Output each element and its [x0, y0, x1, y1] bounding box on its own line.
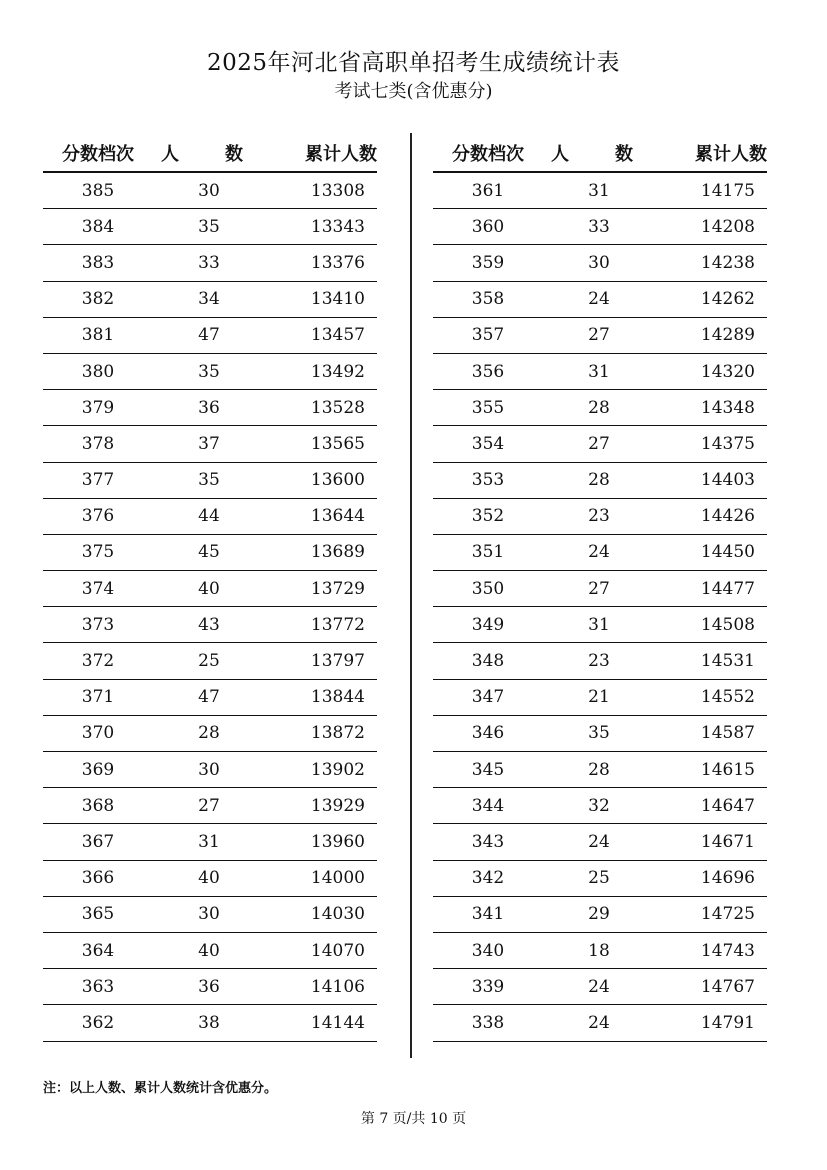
header-count: 人 数 [551, 144, 647, 165]
count-cell: 35 [198, 361, 220, 382]
table-row [433, 680, 767, 716]
page-subtitle: 考试七类(含优惠分) [334, 81, 493, 102]
count-cell: 28 [588, 470, 610, 491]
cumulative-cell: 13492 [310, 361, 365, 382]
count-cell: 25 [198, 651, 220, 672]
score-cell: 347 [471, 687, 505, 708]
count-cell: 33 [198, 252, 220, 273]
cumulative-cell: 14208 [700, 216, 755, 237]
count-cell: 28 [198, 723, 220, 744]
column-divider [410, 133, 412, 1058]
count-cell: 24 [588, 976, 610, 997]
cumulative-cell: 13644 [310, 506, 365, 527]
cumulative-cell: 13772 [310, 614, 365, 635]
score-cell: 354 [471, 433, 505, 454]
count-cell: 27 [588, 325, 610, 346]
table-row [433, 173, 767, 209]
count-cell: 31 [198, 831, 220, 852]
table-row [43, 426, 377, 462]
table-body-left [43, 173, 377, 1042]
score-cell: 374 [81, 578, 115, 599]
score-cell: 349 [471, 614, 505, 635]
table-row [433, 390, 767, 426]
header-cumulative: 累计人数 [305, 144, 377, 165]
cumulative-cell: 14508 [700, 614, 755, 635]
cumulative-cell: 13457 [310, 325, 365, 346]
table-row [43, 354, 377, 390]
cumulative-cell: 13376 [310, 252, 365, 273]
table-row [43, 824, 377, 860]
cumulative-cell: 14289 [700, 325, 755, 346]
score-cell: 341 [471, 904, 505, 925]
table-row [433, 535, 767, 571]
table-row [43, 499, 377, 535]
count-cell: 38 [198, 1012, 220, 1033]
cumulative-cell: 14671 [700, 831, 755, 852]
count-cell: 29 [588, 904, 610, 925]
table-row [43, 861, 377, 897]
score-cell: 350 [471, 578, 505, 599]
cumulative-cell: 13343 [310, 216, 365, 237]
cumulative-cell: 14767 [700, 976, 755, 997]
page-title: 2025年河北省高职单招考生成绩统计表 [206, 50, 621, 76]
header-score: 分数档次 [62, 144, 134, 165]
count-cell: 30 [588, 252, 610, 273]
cumulative-cell: 13960 [310, 831, 365, 852]
cumulative-cell: 14262 [700, 289, 755, 310]
table-row [43, 390, 377, 426]
score-cell: 356 [471, 361, 505, 382]
score-cell: 359 [471, 252, 505, 273]
score-cell: 343 [471, 831, 505, 852]
score-cell: 369 [81, 759, 115, 780]
table-row [433, 571, 767, 607]
cumulative-cell: 14477 [700, 578, 755, 599]
score-cell: 352 [471, 506, 505, 527]
table-row [433, 607, 767, 643]
table-header [433, 135, 767, 173]
score-cell: 373 [81, 614, 115, 635]
table-row [433, 643, 767, 679]
cumulative-cell: 13729 [310, 578, 365, 599]
cumulative-cell: 13600 [310, 470, 365, 491]
count-cell: 24 [588, 1012, 610, 1033]
table-row [43, 897, 377, 933]
table-row [433, 969, 767, 1005]
score-cell: 338 [471, 1012, 505, 1033]
table-row [433, 861, 767, 897]
cumulative-cell: 14375 [700, 433, 755, 454]
score-cell: 351 [471, 542, 505, 563]
count-cell: 27 [588, 578, 610, 599]
count-cell: 21 [588, 687, 610, 708]
cumulative-cell: 14144 [310, 1012, 365, 1033]
count-cell: 23 [588, 651, 610, 672]
cumulative-cell: 14238 [700, 252, 755, 273]
cumulative-cell: 14696 [700, 868, 755, 889]
cumulative-cell: 13902 [310, 759, 365, 780]
header-cumulative: 累计人数 [695, 144, 767, 165]
table-row [43, 607, 377, 643]
score-cell: 361 [471, 180, 505, 201]
score-cell: 385 [81, 180, 115, 201]
score-cell: 363 [81, 976, 115, 997]
table-row [43, 643, 377, 679]
cumulative-cell: 14403 [700, 470, 755, 491]
cumulative-cell: 13872 [310, 723, 365, 744]
table-row [43, 245, 377, 281]
score-cell: 384 [81, 216, 115, 237]
cumulative-cell: 14552 [700, 687, 755, 708]
cumulative-cell: 14743 [700, 940, 755, 961]
count-cell: 30 [198, 759, 220, 780]
score-cell: 355 [471, 397, 505, 418]
cumulative-cell: 13410 [310, 289, 365, 310]
score-cell: 339 [471, 976, 505, 997]
table-row [43, 535, 377, 571]
score-cell: 376 [81, 506, 115, 527]
cumulative-cell: 13929 [310, 795, 365, 816]
score-cell: 371 [81, 687, 115, 708]
table-row [43, 680, 377, 716]
cumulative-cell: 14791 [700, 1012, 755, 1033]
count-cell: 40 [198, 868, 220, 889]
cumulative-cell: 13797 [310, 651, 365, 672]
count-cell: 28 [588, 397, 610, 418]
count-cell: 31 [588, 361, 610, 382]
count-cell: 30 [198, 904, 220, 925]
score-cell: 381 [81, 325, 115, 346]
table-row [43, 788, 377, 824]
count-cell: 47 [198, 687, 220, 708]
cumulative-cell: 14725 [700, 904, 755, 925]
cumulative-cell: 14531 [700, 651, 755, 672]
count-cell: 24 [588, 542, 610, 563]
count-cell: 27 [588, 433, 610, 454]
table-row [43, 282, 377, 318]
cumulative-cell: 14000 [310, 868, 365, 889]
score-cell: 366 [81, 868, 115, 889]
cumulative-cell: 13565 [310, 433, 365, 454]
count-cell: 24 [588, 289, 610, 310]
score-cell: 372 [81, 651, 115, 672]
score-table-left [43, 135, 377, 1042]
count-cell: 24 [588, 831, 610, 852]
count-cell: 44 [198, 506, 220, 527]
table-row [433, 499, 767, 535]
table-row [433, 1005, 767, 1041]
score-cell: 378 [81, 433, 115, 454]
table-body-right [433, 173, 767, 1042]
score-cell: 358 [471, 289, 505, 310]
table-row [433, 282, 767, 318]
header-score: 分数档次 [452, 144, 524, 165]
score-cell: 342 [471, 868, 505, 889]
score-cell: 377 [81, 470, 115, 491]
score-cell: 364 [81, 940, 115, 961]
cumulative-cell: 13308 [310, 180, 365, 201]
table-row [433, 897, 767, 933]
count-cell: 45 [198, 542, 220, 563]
table-row [433, 463, 767, 499]
cumulative-cell: 14175 [700, 180, 755, 201]
table-row [433, 245, 767, 281]
cumulative-cell: 14450 [700, 542, 755, 563]
table-row [433, 933, 767, 969]
score-cell: 346 [471, 723, 505, 744]
cumulative-cell: 14320 [700, 361, 755, 382]
table-row [43, 318, 377, 354]
table-row [433, 209, 767, 245]
table-row [43, 933, 377, 969]
count-cell: 36 [198, 397, 220, 418]
table-row [43, 209, 377, 245]
table-row [43, 969, 377, 1005]
cumulative-cell: 13844 [310, 687, 365, 708]
score-cell: 382 [81, 289, 115, 310]
count-cell: 47 [198, 325, 220, 346]
count-cell: 37 [198, 433, 220, 454]
count-cell: 28 [588, 759, 610, 780]
cumulative-cell: 14106 [310, 976, 365, 997]
count-cell: 36 [198, 976, 220, 997]
count-cell: 35 [588, 723, 610, 744]
table-row [433, 716, 767, 752]
table-row [43, 1005, 377, 1041]
score-table-right [433, 135, 767, 1042]
table-row [433, 824, 767, 860]
score-cell: 383 [81, 252, 115, 273]
score-cell: 370 [81, 723, 115, 744]
count-cell: 23 [588, 506, 610, 527]
table-row [433, 318, 767, 354]
score-cell: 375 [81, 542, 115, 563]
table-row [43, 463, 377, 499]
table-row [43, 571, 377, 607]
cumulative-cell: 14587 [700, 723, 755, 744]
cumulative-cell: 13689 [310, 542, 365, 563]
table-header [43, 135, 377, 173]
score-cell: 380 [81, 361, 115, 382]
cumulative-cell: 14426 [700, 506, 755, 527]
page-number: 第 7 页/共 10 页 [360, 1111, 467, 1127]
score-cell: 365 [81, 904, 115, 925]
score-cell: 368 [81, 795, 115, 816]
count-cell: 34 [198, 289, 220, 310]
score-cell: 353 [471, 470, 505, 491]
score-cell: 379 [81, 397, 115, 418]
score-cell: 367 [81, 831, 115, 852]
count-cell: 27 [198, 795, 220, 816]
count-cell: 30 [198, 180, 220, 201]
cumulative-cell: 14348 [700, 397, 755, 418]
table-row [433, 426, 767, 462]
cumulative-cell: 14030 [310, 904, 365, 925]
count-cell: 35 [198, 470, 220, 491]
count-cell: 32 [588, 795, 610, 816]
score-cell: 357 [471, 325, 505, 346]
count-cell: 40 [198, 578, 220, 599]
count-cell: 31 [588, 180, 610, 201]
count-cell: 33 [588, 216, 610, 237]
cumulative-cell: 13528 [310, 397, 365, 418]
score-cell: 360 [471, 216, 505, 237]
count-cell: 43 [198, 614, 220, 635]
count-cell: 35 [198, 216, 220, 237]
header-count: 人 数 [161, 144, 257, 165]
table-row [433, 752, 767, 788]
score-cell: 340 [471, 940, 505, 961]
score-cell: 345 [471, 759, 505, 780]
table-row [43, 752, 377, 788]
count-cell: 18 [588, 940, 610, 961]
score-cell: 348 [471, 651, 505, 672]
count-cell: 31 [588, 614, 610, 635]
count-cell: 25 [588, 868, 610, 889]
cumulative-cell: 14070 [310, 940, 365, 961]
count-cell: 40 [198, 940, 220, 961]
cumulative-cell: 14615 [700, 759, 755, 780]
score-cell: 344 [471, 795, 505, 816]
cumulative-cell: 14647 [700, 795, 755, 816]
table-row [43, 716, 377, 752]
table-row [43, 173, 377, 209]
table-row [433, 354, 767, 390]
table-row [433, 788, 767, 824]
footnote: 注：以上人数、累计人数统计含优惠分。 [43, 1081, 278, 1096]
score-cell: 362 [81, 1012, 115, 1033]
